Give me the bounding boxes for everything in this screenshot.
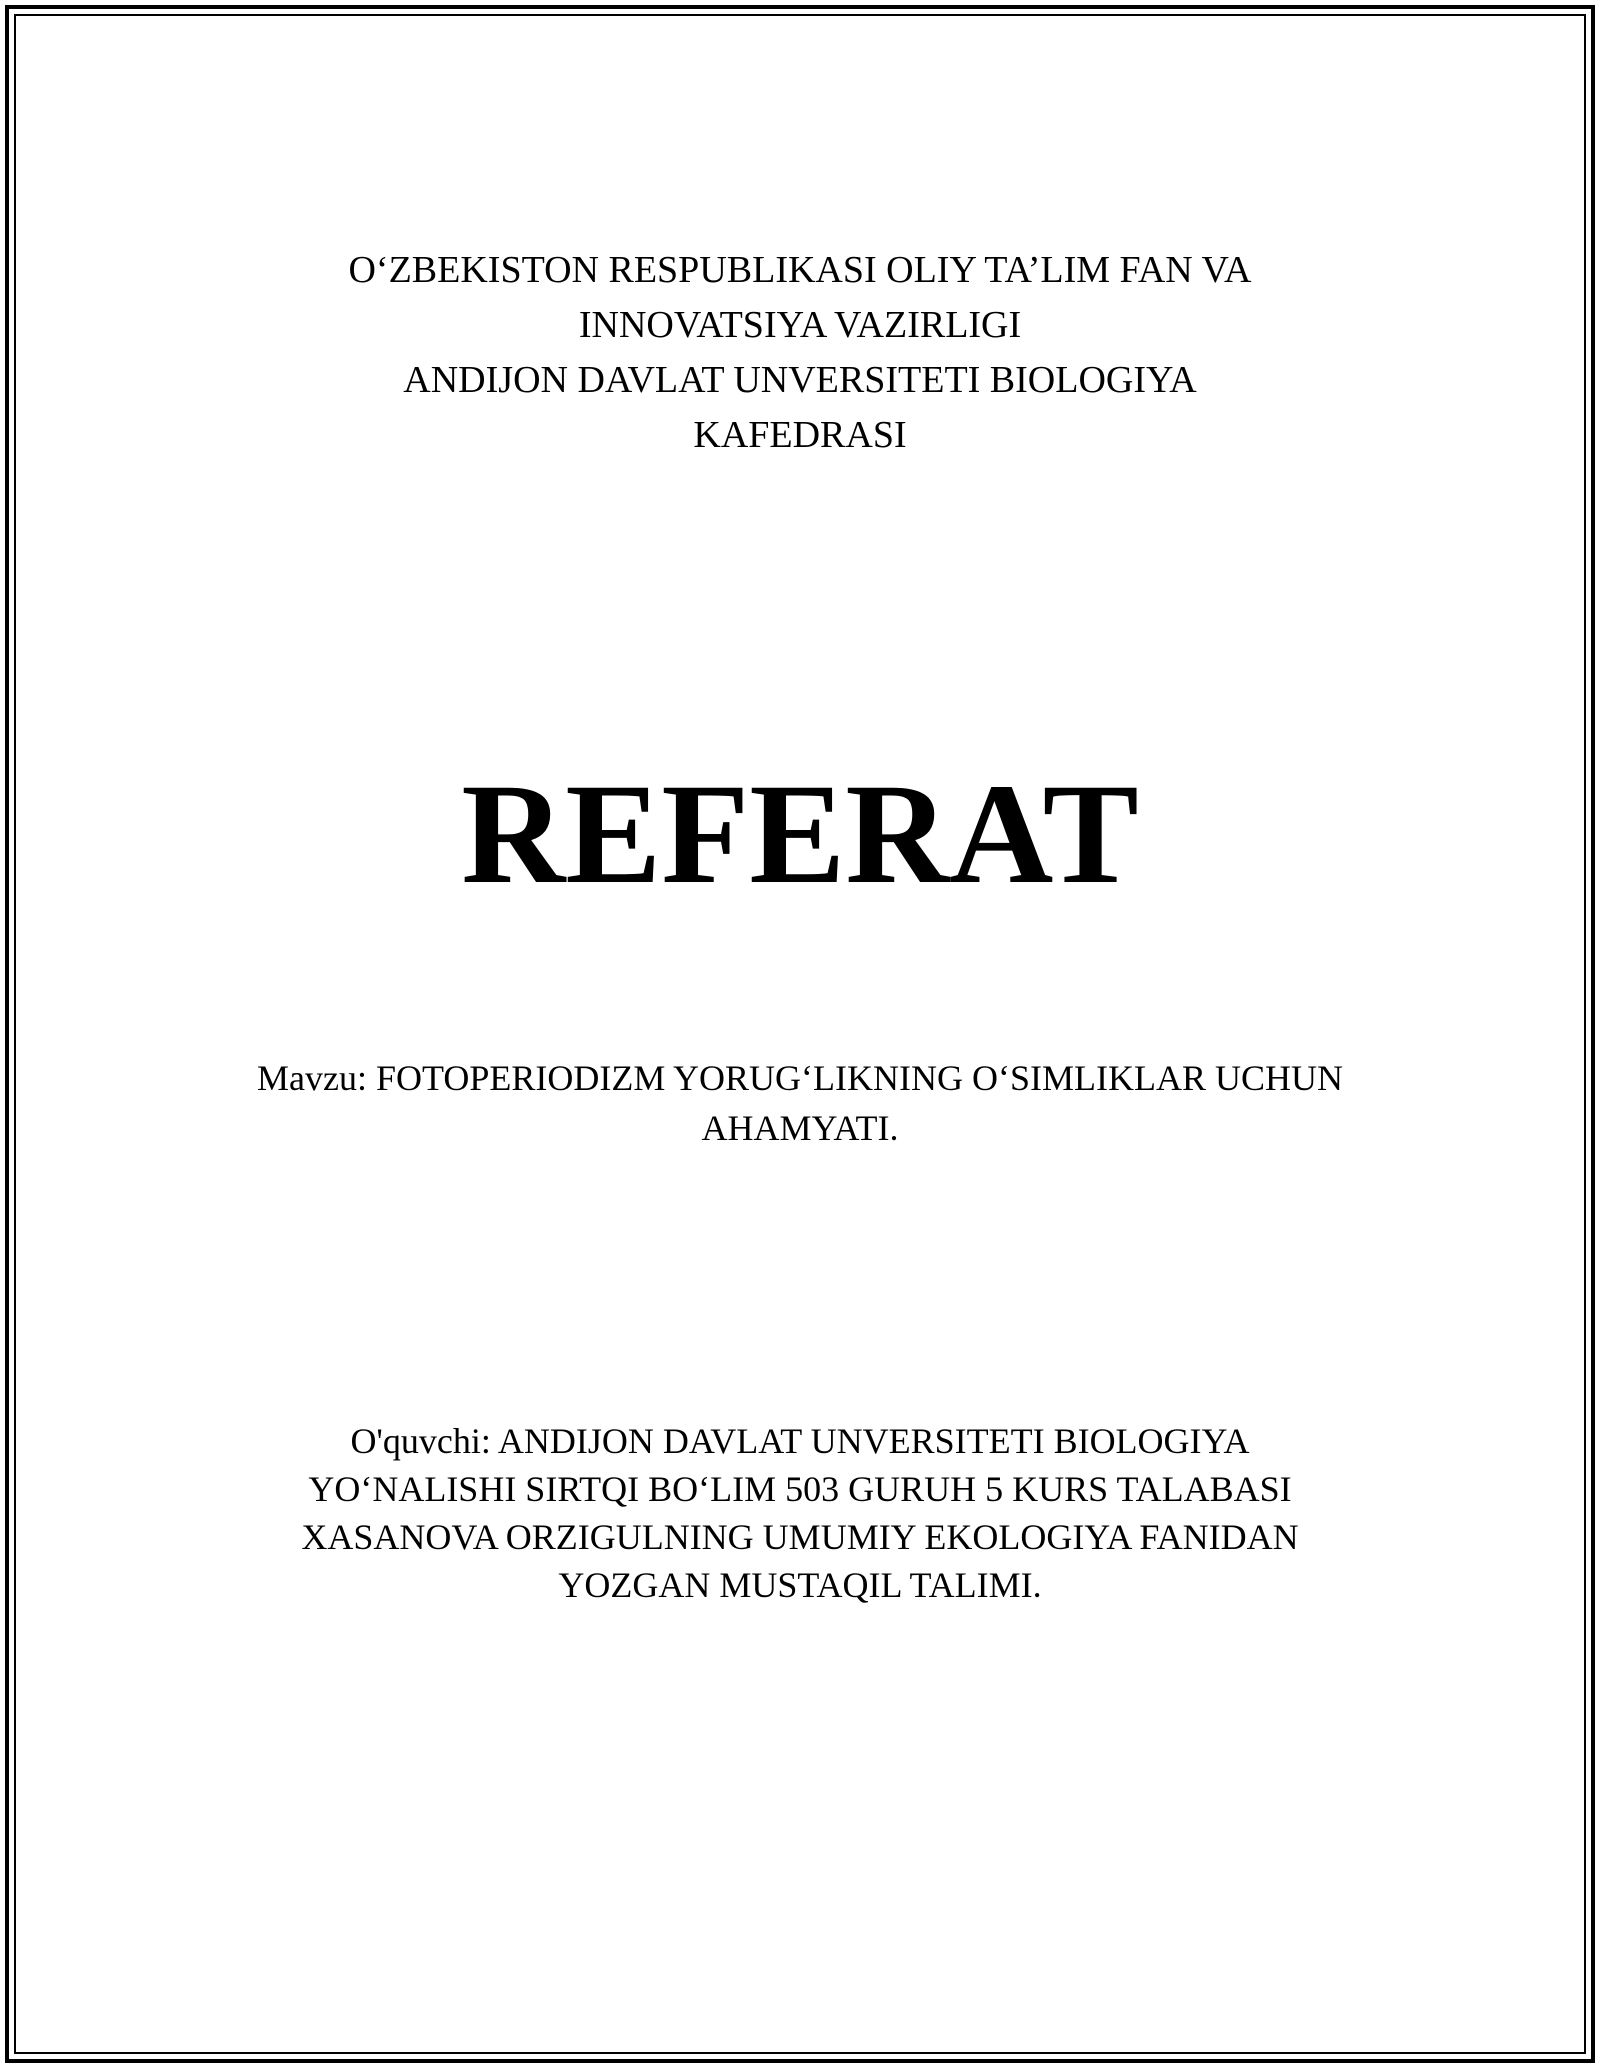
student-line: YOZGAN MUSTAQIL TALIMI. xyxy=(558,1565,1042,1605)
header-line: INNOVATSIYA VAZIRLIGI xyxy=(578,304,1022,346)
document-title: REFERAT xyxy=(461,755,1139,914)
student-line: O'quvchi: ANDIJON DAVLAT UNVERSITETI BIOLOGIYA xyxy=(350,1421,1250,1461)
topic-line: AHAMYATI. xyxy=(701,1108,899,1148)
topic-block xyxy=(0,1053,1600,1153)
ministry-header xyxy=(0,243,1600,463)
student-line: YO‘NALISHI SIRTQI BO‘LIM 503 GURUH 5 KURS TALABASI xyxy=(308,1469,1292,1509)
header-line: ANDIJON DAVLAT UNVERSITETI BIOLOGIYA xyxy=(403,359,1197,401)
header-line: KAFEDRASI xyxy=(693,414,907,456)
student-block xyxy=(0,1417,1600,1609)
student-line: XASANOVA ORZIGULNING UMUMIY EKOLOGIYA FANIDAN xyxy=(301,1517,1299,1557)
header-line: O‘ZBEKISTON RESPUBLIKASI OLIY TA’LIM FAN VA xyxy=(348,249,1252,291)
topic-line: Mavzu: FOTOPERIODIZM YORUG‘LIKNING O‘SIMLIKLAR UCHUN xyxy=(257,1058,1343,1098)
